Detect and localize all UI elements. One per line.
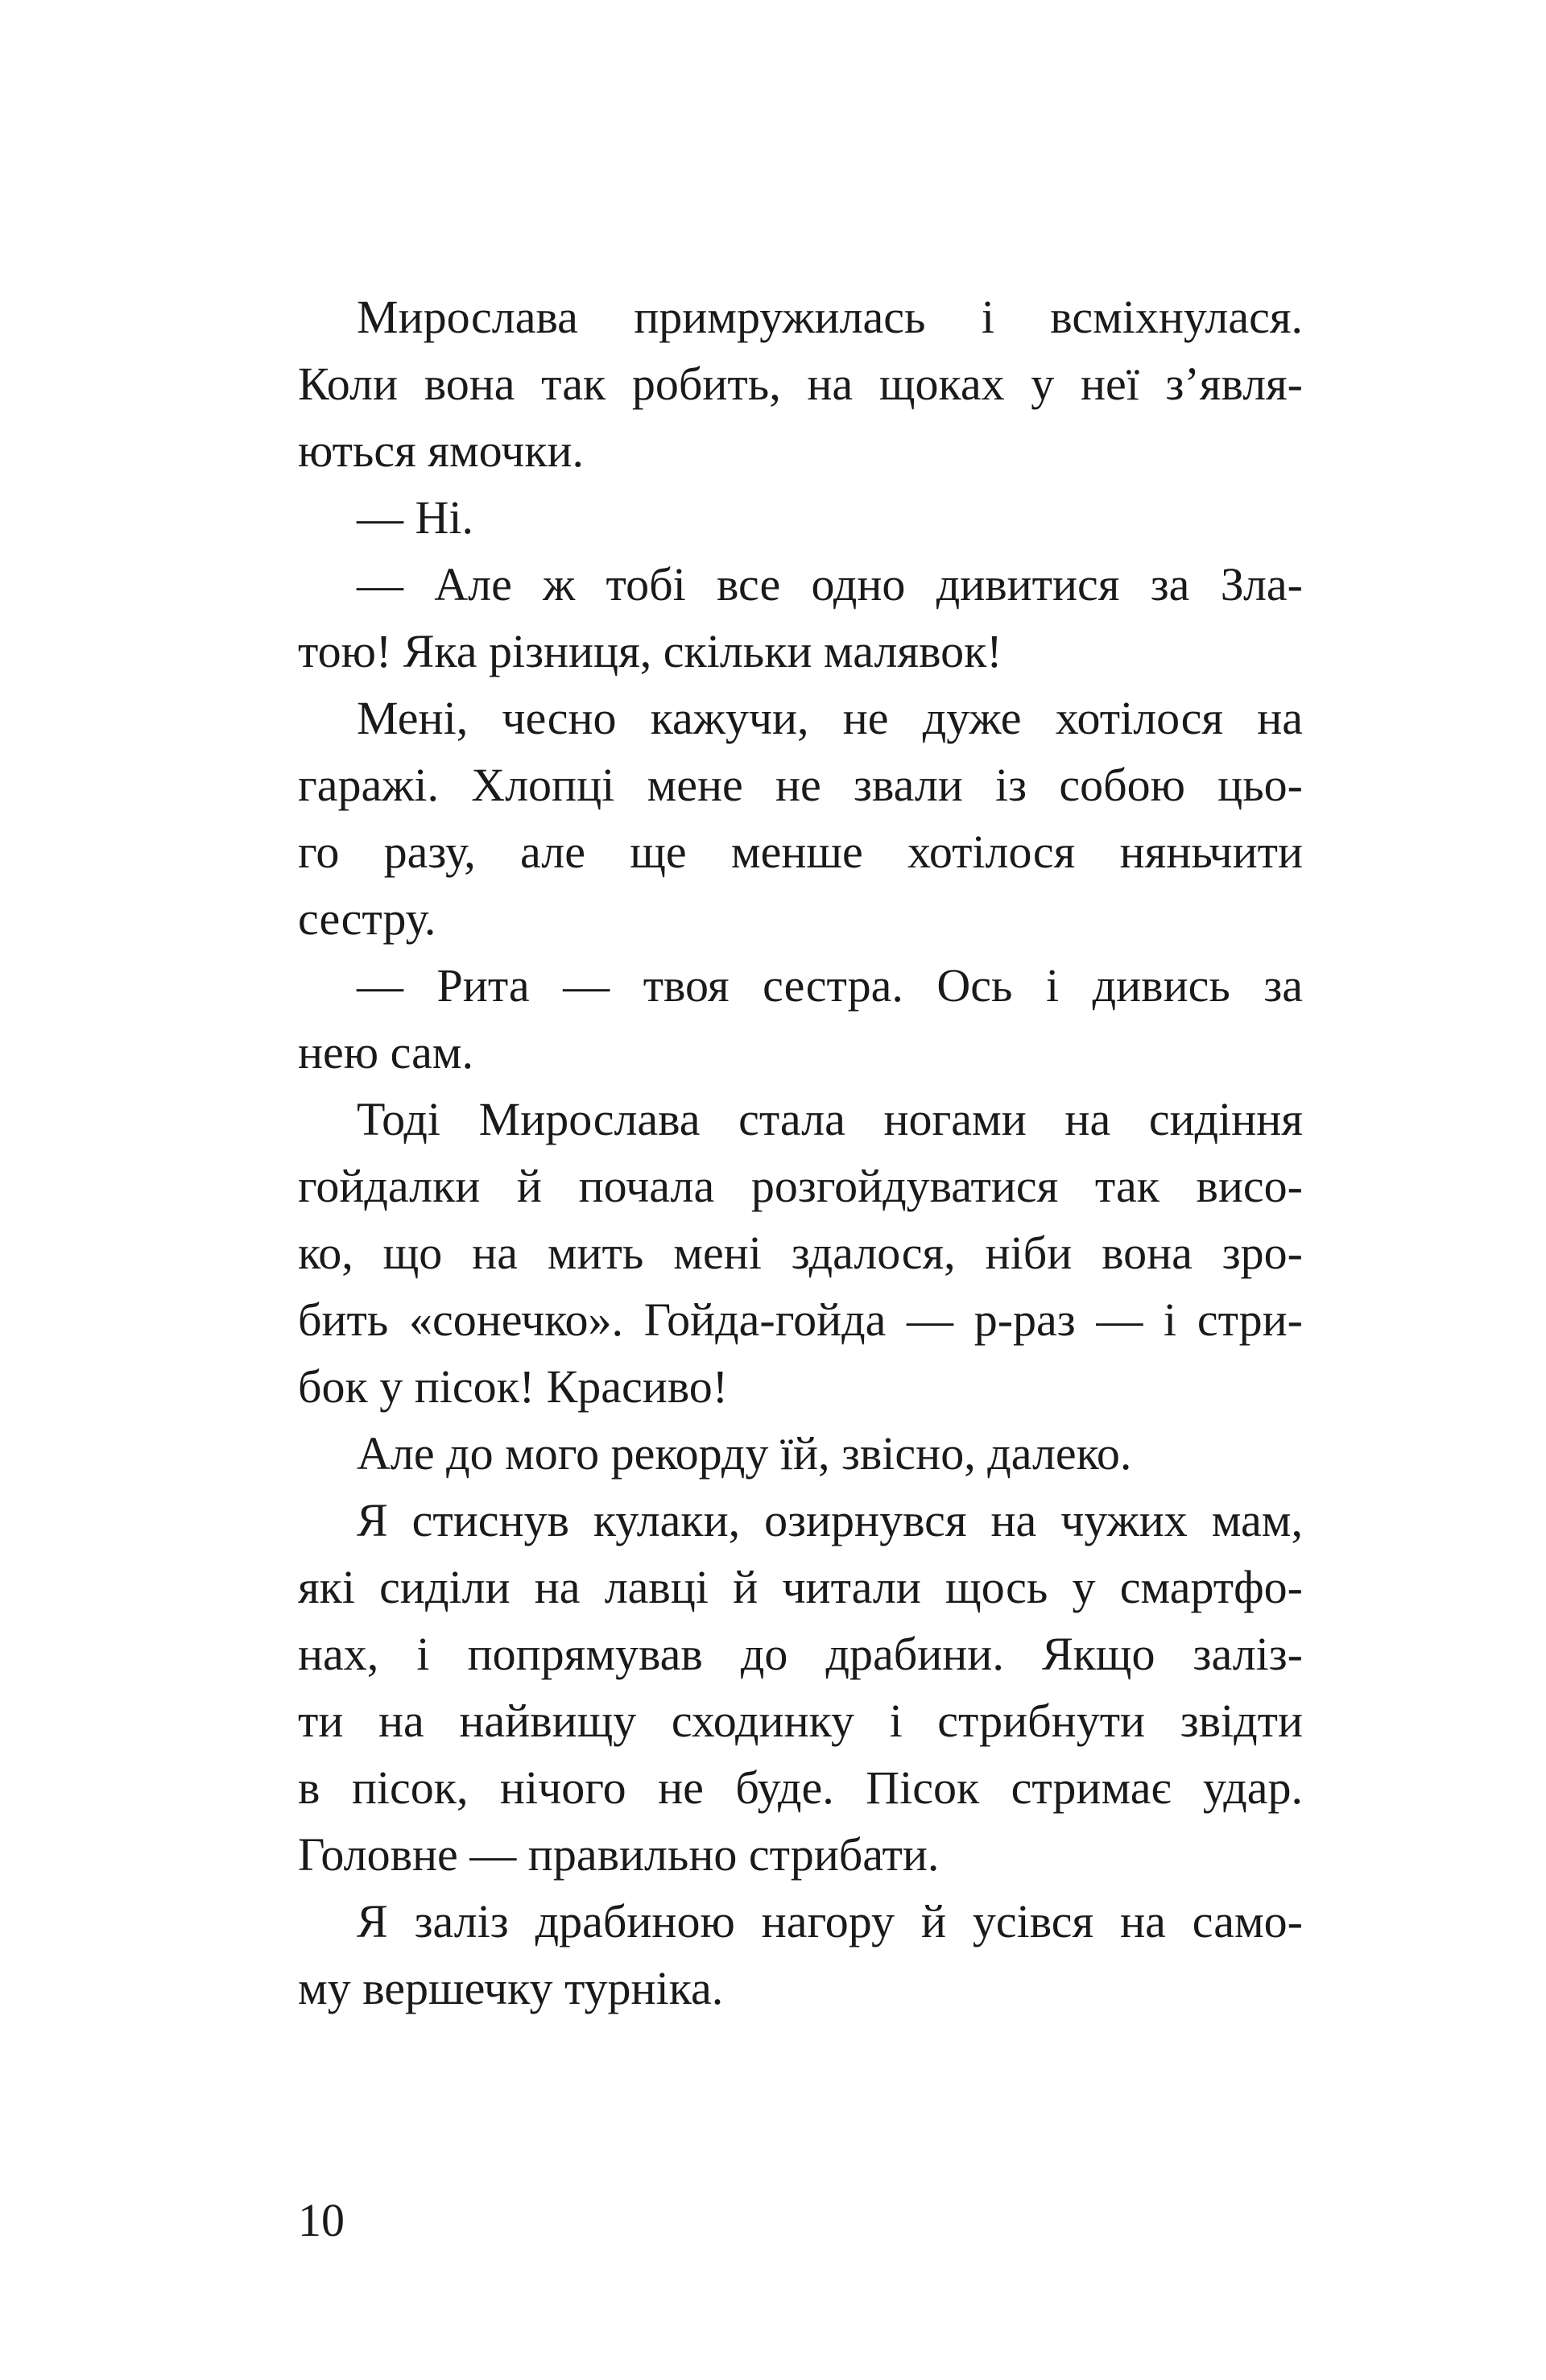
text-line: му вершечку турніка. (298, 1962, 724, 2014)
book-text (298, 284, 1303, 2022)
text-line: — Рита — твоя сестра. Ось і дивись за (357, 959, 1303, 1012)
text-line: ти на найвищу сходинку і стрибнути звідти (298, 1695, 1303, 1747)
text-line: в пісок, нічого не буде. Пісок стримає удар. (298, 1761, 1303, 1814)
text-line: сестру. (298, 892, 436, 945)
text-line: ються ямочки. (298, 424, 585, 477)
text-line: Тоді Мирослава стала ногами на сидіння (357, 1093, 1303, 1145)
text-line: бок у пісок! Красиво! (298, 1360, 729, 1413)
text-line: го разу, але ще менше хотілося няньчити (298, 826, 1303, 878)
text-line: ко, що на мить мені здалося, ніби вона зро- (298, 1227, 1303, 1279)
page-number: 10 (298, 2194, 345, 2246)
text-line: — Ні. (357, 491, 473, 544)
text-line: Головне — правильно стрибати. (298, 1828, 940, 1881)
text-line: які сиділи на лавці й читали щось у смартфо- (298, 1561, 1303, 1613)
text-line: бить «сонечко». Гойда-гойда — р-раз — і стри- (298, 1293, 1303, 1346)
text-line: Але до мого рекорду їй, звісно, далеко. (357, 1427, 1132, 1480)
text-line: Я заліз драбиною нагору й усівся на само- (357, 1895, 1303, 1947)
text-line: тою! Яка різниця, скільки малявок! (298, 625, 1002, 677)
text-line: — Але ж тобі все одно дивитися за Зла- (357, 558, 1303, 611)
text-line: гойдалки й почала розгойдуватися так висо- (298, 1160, 1303, 1212)
text-line: гаражі. Хлопці мене не звали із собою цьо- (298, 759, 1303, 811)
text-line: нею сам. (298, 1026, 474, 1078)
text-line: Мені, чесно кажучи, не дуже хотілося на (357, 692, 1303, 744)
text-line: Я стиснув кулаки, озирнувся на чужих мам, (357, 1494, 1303, 1546)
text-line: Мирослава примружилась і всміхнулася. (357, 291, 1303, 343)
text-line: Коли вона так робить, на щоках у неї з’явля- (298, 358, 1303, 410)
text-line: нах, і попрямував до драбини. Якщо заліз- (298, 1628, 1303, 1680)
